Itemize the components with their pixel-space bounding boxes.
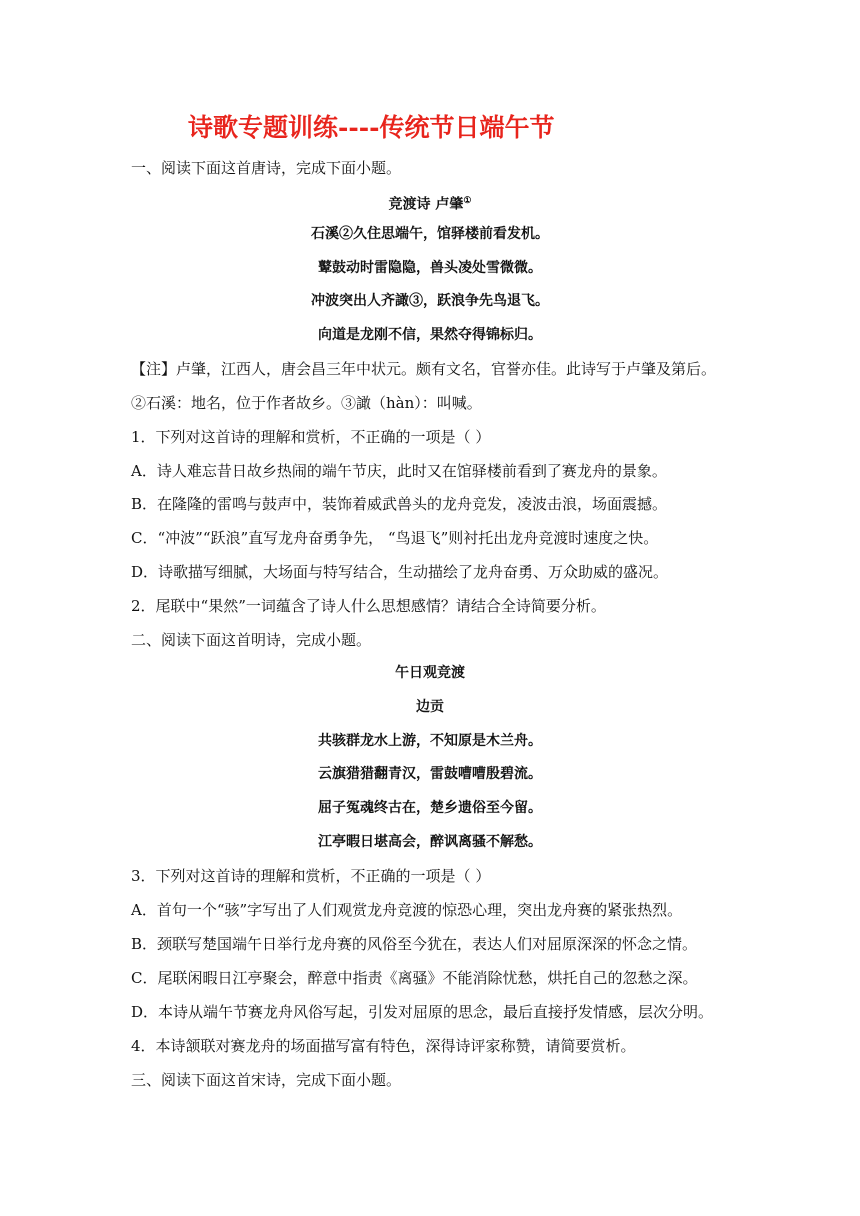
section3-heading: 三、阅读下面这首宋诗，完成下面小题。 bbox=[131, 1071, 402, 1089]
question-3: 3．下列对这首诗的理解和赏析，不正确的一项是（ ） bbox=[131, 867, 491, 885]
poem1-line: 石溪②久住思端午，馆驿楼前看发机。 bbox=[311, 226, 549, 242]
poem2-author: 边贡 bbox=[416, 699, 444, 715]
poem2-line: 共骇群龙水上游，不知原是木兰舟。 bbox=[318, 733, 542, 749]
question-3-option-a: A．首句一个“骇”字写出了人们观赏龙舟竞渡的惊恐心理，突出龙舟赛的紧张热烈。 bbox=[131, 901, 683, 919]
poem1-line: 向道是龙刚不信，果然夺得锦标归。 bbox=[318, 327, 542, 343]
question-2: 2．尾联中“果然”一词蕴含了诗人什么思想感情？请结合全诗简要分析。 bbox=[131, 597, 606, 615]
poem1-line: 鼙鼓动时雷隐隐，兽头凌处雪微微。 bbox=[318, 260, 542, 276]
question-1-option-d: D．诗歌描写细腻，大场面与特写结合，生动描绘了龙舟奋勇、万众助威的盛况。 bbox=[131, 563, 669, 581]
question-1-option-c: C．“冲波”“跃浪”直写龙舟奋勇争先， “鸟退飞”则衬托出龙舟竞渡时速度之快。 bbox=[131, 529, 659, 547]
question-3-option-c: C．尾联闲暇日江亭聚会，醉意中指责《离骚》不能消除忧愁，烘托自己的忽愁之深。 bbox=[131, 969, 698, 987]
poem1-title-text: 竞渡诗 卢肇 bbox=[388, 196, 464, 213]
poem1-title bbox=[0, 191, 860, 215]
poem2-line: 江亭暇日堪高会，醉讽离骚不解愁。 bbox=[318, 834, 542, 850]
poem2-line: 云旗猎猎翻青汉，雷鼓嘈嘈殷碧流。 bbox=[318, 766, 542, 782]
question-3-option-b: B．颈联写楚国端午日举行龙舟赛的风俗至今犹在，表达人们对屈原深深的怀念之情。 bbox=[131, 935, 698, 953]
section1-heading: 一、阅读下面这首唐诗，完成下面小题。 bbox=[131, 159, 402, 177]
question-1-option-b: B．在隆隆的雷鸣与鼓声中，装饰着威武兽头的龙舟竞发，凌波击浪，场面震撼。 bbox=[131, 495, 668, 513]
question-4: 4．本诗颔联对赛龙舟的场面描写富有特色，深得诗评家称赞，请简要赏析。 bbox=[131, 1037, 636, 1055]
question-1-option-a: A．诗人难忘昔日故乡热闹的端午节庆，此时又在馆驿楼前看到了赛龙舟的景象。 bbox=[131, 462, 667, 480]
poem1-title-note: ① bbox=[463, 196, 472, 206]
poem2-line: 屈子冤魂终古在，楚乡遗俗至今留。 bbox=[318, 800, 542, 816]
page-title: 诗歌专题训练----传统节日端午节 bbox=[188, 113, 555, 142]
poem2-title: 午日观竞渡 bbox=[395, 665, 465, 681]
poem1-note-line2: ②石溪：地名，位于作者故乡。③譀（hàn）：叫喊。 bbox=[131, 394, 482, 412]
question-3-option-d: D．本诗从端午节赛龙舟风俗写起，引发对屈原的思念，最后直接抒发情感，层次分明。 bbox=[131, 1003, 714, 1021]
poem1-line: 冲波突出人齐譀③，跃浪争先鸟退飞。 bbox=[311, 293, 549, 309]
section2-heading: 二、阅读下面这首明诗，完成小题。 bbox=[131, 631, 372, 649]
question-1: 1．下列对这首诗的理解和赏析，不正确的一项是（ ） bbox=[131, 428, 491, 446]
poem1-note-line1: 【注】卢肇，江西人，唐会昌三年中状元。颇有文名，官誉亦佳。此诗写于卢肇及第后。 bbox=[131, 360, 717, 378]
